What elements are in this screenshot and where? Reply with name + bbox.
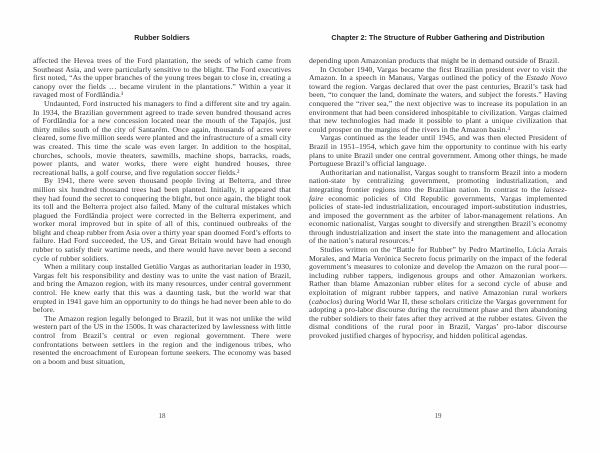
- paragraph: Authoritarian and nationalist, Vargas sought to transform Brazil into a modern nation-state by centralizing government, promoting industrialization, and integrating frontier regions into the Brazilian nation. In contrast to the laissez-faire economic policies of Old Republic governments, Vargas implemented policies of state-led industrialization, encouraged import-substitution industries, and imposed the government as the arbiter of labor-management relations. An economic nationalist, Vargas sought to diversify and strengthen Brazil’s economy through industrialization and insert the state into the management and allocation of the nation’s natural resources.⁴: [309, 167, 567, 246]
- page-body-right: [309, 57, 567, 341]
- paragraph: affected the Hevea trees of the Ford plantation, the seeds of which came from Southeast Asia, and were particularly sensitive to the blight. The Ford executives first noted, “As the upper branches of the young trees began to close in, creating a canopy over the fields … became virulent in the plantations.” Within a year it ravaged most of Fordlândia.¹: [33, 56, 291, 100]
- paragraph: In October 1940, Vargas became the first Brazilian president ever to visit the Amazon. In a speech in Manaus, Vargas outlined the policy of the Estado Novo toward the region. Vargas declared that over the past centuries, Brazil’s task had been, “to conquer the land, dominate the waters, and subject the forests.” Having conquered the “river sea,” the next objective was to increase its population in an environment that had been considered inhospitable to civilization. Vargas claimed that new technologies had made it possible to plant a unique civilization that could prosper on the margins of the rivers in the Amazon basin.³: [309, 64, 567, 134]
- paragraph: Vargas continued as the leader until 1945, and was then elected President of Brazil in 1951–1954, which gave him the opportunity to continue with his early plans to unite Brazil under one central government. Among other things, he made Portuguese Brazil’s official language.: [309, 133, 567, 169]
- page-right: [309, 0, 567, 453]
- page-left: [33, 0, 291, 453]
- paragraph: By 1941, there were seven thousand people living at Belterra, and three million six hundred thousand trees had been planted. Initially, it appeared that they had found the secret to conquering the blight, but once again, the blight took its toll and the Belterra project also failed. Many of the cultural mistakes which plagued the Fordlândia project were corrected in the Belterra experiment, and worker moral improved but in spite of all of this, continued outbreaks of the blight and cheap rubber from Asia over a thirty year span doomed Ford’s efforts to failure. Had Ford succeeded, the US, and Great Britain would have had enough rubber to satisfy their wartime needs, and there would have never been a second cycle of rubber soldiers.: [33, 176, 292, 263]
- page-number-left: 18: [158, 412, 166, 420]
- page-number-right: 19: [434, 412, 442, 420]
- page-body-left: [33, 57, 291, 366]
- running-head-left: Rubber Soldiers: [134, 33, 190, 42]
- paragraph: depending upon Amazonian products that might be in demand outside of Brazil.: [309, 56, 560, 65]
- paragraph: The Amazon region legally belonged to Brazil, but it was not unlike the wild western part of the US in the 1500s. It was characterized by lawlessness with little control from Brazil’s central or even regional government. There were confrontations between settlers in the region and the indigenous tribes, who resented the encroachment of European fortune seekers. The economy was based on a boom and bust situation,: [33, 313, 291, 366]
- paragraph: Undaunted, Ford instructed his managers to find a different site and try again. In 1934, the Brazilian government agreed to trade seven hundred thousand acres of Fordlândia for a new concession located near the mouth of the Tapajós, just thirty miles south of the city of Santarém. Once again, thousands of acres were cleared, some five million seeds were planted and the infrastructure of a small city was created. This time the scale was even larger. In addition to the hospital, churches, schools, movie theaters, sawmills, machine shops, barracks, roads, power plants, and water works, there were eight hundred houses, three recreational halls, a golf course, and five regulation soccer fields.²: [33, 98, 291, 177]
- paragraph: When a military coup installed Getúlio Vargas as authoritarian leader in 1930, Vargas felt his responsibility and destiny was to unite the vast nation of Brazil, and bring the Amazon region, with its many resources, under central government control. He knew early that this was a daunting task, but the world war that erupted in 1941 gave him an opportunity to do things he had never been able to do before.: [33, 262, 291, 315]
- paragraph: Studies written on the “Battle for Rubber” by Pedro Martinello, Lúcia Arrais Morales, and María Verónica Secreto focus primarily on the impact of the federal government’s measures to colonize and develop the Amazon on the rural poor—including rubber tappers, indigenous groups and other Amazonian workers. Rather than blame Amazonian rubber elites for a second cycle of abuse and exploitation of migrant rubber tappers, and native Amazonian rural workers (caboclos) during World War II, these scholars criticize the Vargas government for adopting a pro-labor discourse during the recruitment phase and then abandoning the rubber soldiers to their fates after they arrived at the rubber estates. Given the dismal conditions of the rural poor in Brazil, Vargas’ pro-labor discourse provoked justified charges of hypocrisy, and hidden political agendas.: [309, 245, 567, 340]
- running-head-right: Chapter 2: The Structure of Rubber Gathering and Distribution: [331, 33, 545, 42]
